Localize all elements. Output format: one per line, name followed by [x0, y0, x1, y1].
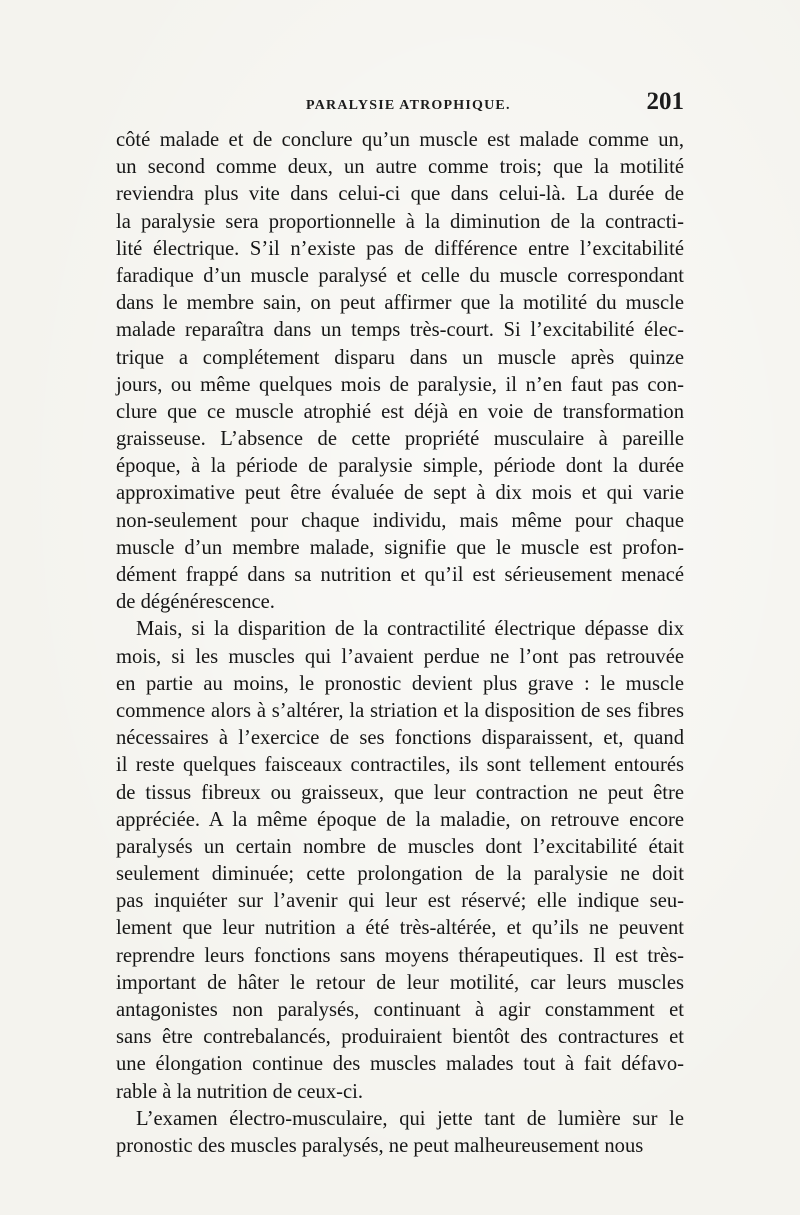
page-number: 201 — [646, 88, 684, 115]
text-line: important de hâter le retour de leur motilité, car leurs muscles — [116, 971, 684, 994]
text-line: un second comme deux, un autre comme trois; que la motilité — [116, 156, 684, 179]
text-line: commence alors à s’altérer, la striation et la disposition de ses fibres — [116, 699, 684, 722]
text-line: seulement diminuée; cette prolongation de la paralysie ne doit — [116, 863, 684, 886]
text-line: clure que ce muscle atrophié est déjà en voie de transformation — [116, 400, 684, 423]
text-line: L’examen électro-musculaire, qui jette tant de lumière sur le — [136, 1107, 684, 1130]
text-line: paralysés un certain nombre de muscles dont l’excitabilité était — [116, 835, 684, 858]
text-line: jours, ou même quelques mois de paralysie, il n’en faut pas con- — [116, 373, 684, 396]
text-line: de dégénérescence. — [116, 591, 275, 614]
text-line: époque, à la période de paralysie simple, période dont la durée — [116, 455, 684, 478]
text-line: il reste quelques faisceaux contractiles, ils sont tellement entourés — [116, 754, 684, 777]
text-line: malade reparaîtra dans un temps très-court. Si l’excitabilité élec- — [116, 319, 684, 342]
text-line: côté malade et de conclure qu’un muscle est malade comme un, — [116, 129, 684, 151]
text-line: graisseuse. L’absence de cette propriété musculaire à pareille — [116, 428, 684, 451]
paragraph — [116, 127, 684, 616]
text-line: une élongation continue des muscles malades tout à fait défavo- — [116, 1053, 684, 1076]
text-line: non-seulement pour chaque individu, mais même pour chaque — [116, 509, 684, 532]
text-line: pas inquiéter sur l’avenir qui leur est réservé; elle indique seu- — [116, 890, 684, 913]
text-line: lement que leur nutrition a été très-altérée, et qu’ils ne peuvent — [116, 917, 684, 940]
text-line: reviendra plus vite dans celui-ci que dans celui-là. La durée de — [116, 183, 684, 206]
text-line: trique a complétement disparu dans un muscle après quinze — [116, 346, 684, 369]
text-line: sans être contrebalancés, produiraient bientôt des contractures et — [116, 1026, 684, 1049]
text-line: Mais, si la disparition de la contractilité électrique dépasse dix — [136, 618, 684, 641]
text-line: mois, si les muscles qui l’avaient perdue ne l’ont pas retrouvée — [116, 645, 684, 668]
text-line: pronostic des muscles paralysés, ne peut malheureusement nous — [116, 1134, 644, 1157]
running-title: PARALYSIE ATROPHIQUE. — [306, 98, 511, 113]
text-line: muscle d’un membre malade, signifie que le muscle est profon- — [116, 536, 684, 559]
text-line: faradique d’un muscle paralysé et celle du muscle correspondant — [116, 264, 684, 287]
text-line: de tissus fibreux ou graisseux, que leur contraction ne peut être — [116, 781, 684, 804]
text-line: reprendre leurs fonctions sans moyens thérapeutiques. Il est très- — [116, 944, 684, 967]
text-line: rable à la nutrition de ceux-ci. — [116, 1080, 364, 1103]
text-line: en partie au moins, le pronostic devient plus grave : le muscle — [116, 672, 684, 695]
body-text — [116, 127, 684, 1160]
text-line: approximative peut être évaluée de sept à dix mois et qui varie — [116, 482, 684, 505]
paragraph — [116, 616, 684, 1105]
text-line: dans le membre sain, on peut affirmer que la motilité du muscle — [116, 292, 684, 315]
text-line: dément frappé dans sa nutrition et qu’il est sérieusement menacé — [116, 564, 684, 586]
text-line: appréciée. A la même époque de la maladie, on retrouve encore — [116, 808, 684, 831]
text-line: antagonistes non paralysés, continuant à agir constamment et — [116, 999, 684, 1021]
running-head — [116, 88, 686, 122]
text-line: nécessaires à l’exercice de ses fonctions disparaissent, et, quand — [116, 727, 684, 750]
paragraph — [116, 1106, 684, 1160]
text-line: lité électrique. S’il n’existe pas de différence entre l’excitabilité — [116, 237, 684, 260]
text-line: la paralysie sera proportionnelle à la diminution de la contracti- — [116, 210, 684, 233]
